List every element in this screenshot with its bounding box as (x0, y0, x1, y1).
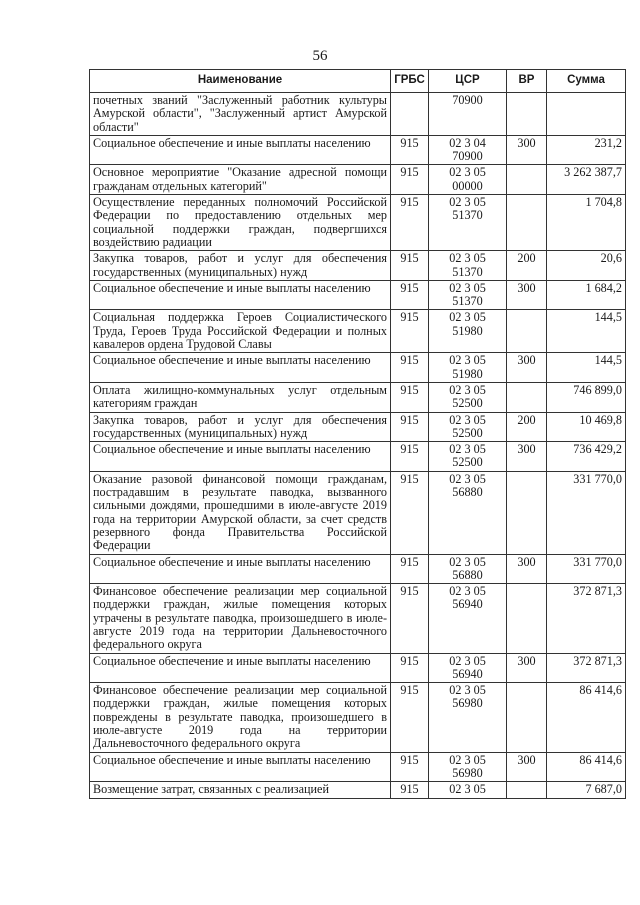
header-csr: ЦСР (429, 70, 507, 93)
cell-name: Социальное обеспечение и иные выплаты населению (90, 135, 391, 165)
cell-name: почетных званий "Заслуженный работник культуры Амурской области", "Заслуженный артист Амурской области" (90, 93, 391, 136)
table-row (90, 412, 626, 442)
csr-part-1: 02 3 05 (449, 310, 486, 325)
cell-sum: 1 684,2 (547, 280, 626, 310)
cell-vr (507, 782, 547, 798)
table-row (90, 554, 626, 584)
cell-vr (507, 683, 547, 752)
cell-sum: 231,2 (547, 135, 626, 165)
cell-sum: 746 899,0 (547, 382, 626, 412)
cell-vr (507, 382, 547, 412)
cell-name: Социальная поддержка Героев Социалистического Труда, Героев Труда Российской Федерации и полных кавалеров ордена Трудовой Славы (90, 310, 391, 353)
csr-part-1: 02 3 05 (449, 554, 486, 569)
csr-part-1: 70900 (452, 93, 483, 107)
cell-name: Возмещение затрат, связанных с реализацией (90, 782, 391, 798)
cell-csr (429, 310, 507, 353)
csr-part-2: 51370 (452, 294, 483, 309)
header-grbs: ГРБС (391, 70, 429, 93)
cell-sum: 10 469,8 (547, 412, 626, 442)
cell-grbs: 915 (391, 280, 429, 310)
cell-name: Основное мероприятие "Оказание адресной помощи гражданам отдельных категорий" (90, 165, 391, 195)
cell-name: Социальное обеспечение и иные выплаты населению (90, 280, 391, 310)
cell-name: Осуществление переданных полномочий Российской Федерации по предоставлению отдельных мер социальной поддержки граждан, подвергшихся воздействию радиации (90, 195, 391, 251)
csr-part-2: 51370 (452, 208, 483, 223)
table-row (90, 251, 626, 281)
cell-name: Социальное обеспечение и иные выплаты населению (90, 752, 391, 782)
cell-name: Закупка товаров, работ и услуг для обеспечения государственных (муниципальных) нужд (90, 251, 391, 281)
table-row (90, 135, 626, 165)
cell-name: Социальное обеспечение и иные выплаты населению (90, 554, 391, 584)
cell-grbs: 915 (391, 653, 429, 683)
cell-csr (429, 653, 507, 683)
cell-csr (429, 353, 507, 383)
table-row (90, 471, 626, 554)
cell-vr (507, 93, 547, 136)
csr-part-1: 02 3 05 (449, 653, 486, 668)
cell-sum: 331 770,0 (547, 471, 626, 554)
cell-grbs: 915 (391, 412, 429, 442)
table-row (90, 442, 626, 472)
cell-vr (507, 584, 547, 653)
cell-csr (429, 554, 507, 584)
cell-grbs: 915 (391, 752, 429, 782)
csr-part-2: 52500 (452, 455, 483, 470)
cell-sum: 7 687,0 (547, 782, 626, 798)
cell-csr (429, 195, 507, 251)
csr-part-2: 52500 (452, 396, 483, 411)
cell-grbs: 915 (391, 353, 429, 383)
cell-name: Социальное обеспечение и иные выплаты населению (90, 653, 391, 683)
cell-vr: 300 (507, 135, 547, 165)
csr-part-2: 56880 (452, 485, 483, 500)
cell-csr (429, 442, 507, 472)
csr-part-1: 02 3 05 (449, 782, 486, 797)
table-row (90, 195, 626, 251)
cell-csr (429, 584, 507, 653)
table-row (90, 165, 626, 195)
cell-sum: 372 871,3 (547, 653, 626, 683)
csr-part-1: 02 3 05 (449, 471, 486, 486)
cell-vr: 300 (507, 752, 547, 782)
cell-vr: 300 (507, 280, 547, 310)
cell-csr (429, 382, 507, 412)
cell-sum: 372 871,3 (547, 584, 626, 653)
cell-sum: 331 770,0 (547, 554, 626, 584)
csr-part-2: 56880 (452, 567, 483, 582)
cell-name: Социальное обеспечение и иные выплаты населению (90, 353, 391, 383)
csr-part-1: 02 3 05 (449, 382, 486, 397)
csr-part-2: 51980 (452, 323, 483, 338)
table-row (90, 382, 626, 412)
csr-part-2: 00000 (452, 178, 483, 193)
cell-grbs: 915 (391, 782, 429, 798)
table-row (90, 752, 626, 782)
table-row (90, 653, 626, 683)
cell-grbs (391, 93, 429, 136)
header-sum: Сумма (547, 70, 626, 93)
csr-part-1: 02 3 05 (449, 280, 486, 295)
table-row (90, 310, 626, 353)
cell-sum: 1 704,8 (547, 195, 626, 251)
cell-csr (429, 165, 507, 195)
cell-csr (429, 471, 507, 554)
cell-name: Финансовое обеспечение реализации мер социальной поддержки граждан, жилые помещения которых повреждены в результате паводка, произошедшего в июле-августе 2019 года на территории Дальневосточного федерального округа (90, 683, 391, 752)
cell-csr (429, 93, 507, 136)
cell-name: Оказание разовой финансовой помощи гражданам, пострадавшим в результате паводка, вызванного сильными дождями, прошедшими в июле-августе 2019 года на территории Амурской области, за счет средств резервного фонда Правительства Российской Федерации (90, 471, 391, 554)
cell-grbs: 915 (391, 683, 429, 752)
csr-part-1: 02 3 05 (449, 683, 486, 698)
table-row (90, 584, 626, 653)
cell-name: Закупка товаров, работ и услуг для обеспечения государственных (муниципальных) нужд (90, 412, 391, 442)
cell-vr: 300 (507, 442, 547, 472)
cell-sum: 736 429,2 (547, 442, 626, 472)
cell-grbs: 915 (391, 471, 429, 554)
page-number: 56 (312, 48, 328, 64)
cell-sum: 144,5 (547, 353, 626, 383)
cell-vr (507, 471, 547, 554)
cell-csr (429, 280, 507, 310)
cell-grbs: 915 (391, 165, 429, 195)
csr-part-1: 02 3 05 (449, 584, 486, 599)
cell-sum: 86 414,6 (547, 752, 626, 782)
cell-sum (547, 93, 626, 136)
cell-vr: 200 (507, 251, 547, 281)
cell-grbs: 915 (391, 382, 429, 412)
cell-vr: 200 (507, 412, 547, 442)
cell-csr (429, 782, 507, 798)
csr-part-2: 51980 (452, 366, 483, 381)
table-row (90, 782, 626, 798)
table-row (90, 683, 626, 752)
csr-part-1: 02 3 04 (449, 135, 486, 150)
cell-sum: 20,6 (547, 251, 626, 281)
csr-part-2: 56980 (452, 696, 483, 711)
header-vr: ВР (507, 70, 547, 93)
cell-sum: 3 262 387,7 (547, 165, 626, 195)
cell-csr (429, 251, 507, 281)
cell-vr: 300 (507, 353, 547, 383)
cell-vr: 300 (507, 554, 547, 584)
csr-part-1: 02 3 05 (449, 442, 486, 457)
cell-csr (429, 683, 507, 752)
csr-part-1: 02 3 05 (449, 353, 486, 368)
csr-part-2: 51370 (452, 264, 483, 279)
cell-grbs: 915 (391, 251, 429, 281)
csr-part-1: 02 3 05 (449, 195, 486, 210)
cell-csr (429, 412, 507, 442)
cell-vr: 300 (507, 653, 547, 683)
cell-vr (507, 310, 547, 353)
cell-vr (507, 165, 547, 195)
table-row (90, 353, 626, 383)
cell-name: Финансовое обеспечение реализации мер социальной поддержки граждан, жилые помещения которых утрачены в результате паводка, произошедшего в июле-августе 2019 года на территории Дальневосточного федерального округа (90, 584, 391, 653)
table-row (90, 93, 626, 136)
csr-part-1: 02 3 05 (449, 752, 486, 767)
cell-csr (429, 752, 507, 782)
table-row (90, 280, 626, 310)
header-name: Наименование (90, 70, 391, 93)
cell-grbs: 915 (391, 584, 429, 653)
cell-csr (429, 135, 507, 165)
csr-part-2: 52500 (452, 425, 483, 440)
cell-grbs: 915 (391, 310, 429, 353)
cell-sum: 86 414,6 (547, 683, 626, 752)
cell-grbs: 915 (391, 195, 429, 251)
csr-part-2: 56940 (452, 666, 483, 681)
cell-sum: 144,5 (547, 310, 626, 353)
csr-part-2: 56940 (452, 597, 483, 612)
cell-name: Оплата жилищно-коммунальных услуг отдельным категориям граждан (90, 382, 391, 412)
csr-part-1: 02 3 05 (449, 412, 486, 427)
cell-grbs: 915 (391, 554, 429, 584)
cell-grbs: 915 (391, 442, 429, 472)
csr-part-1: 02 3 05 (449, 251, 486, 266)
cell-vr (507, 195, 547, 251)
csr-part-1: 02 3 05 (449, 165, 486, 180)
csr-part-2: 70900 (452, 149, 483, 164)
budget-table (89, 69, 626, 799)
csr-part-2: 56980 (452, 765, 483, 780)
cell-grbs: 915 (391, 135, 429, 165)
table-header-row (90, 70, 626, 93)
cell-name: Социальное обеспечение и иные выплаты населению (90, 442, 391, 472)
